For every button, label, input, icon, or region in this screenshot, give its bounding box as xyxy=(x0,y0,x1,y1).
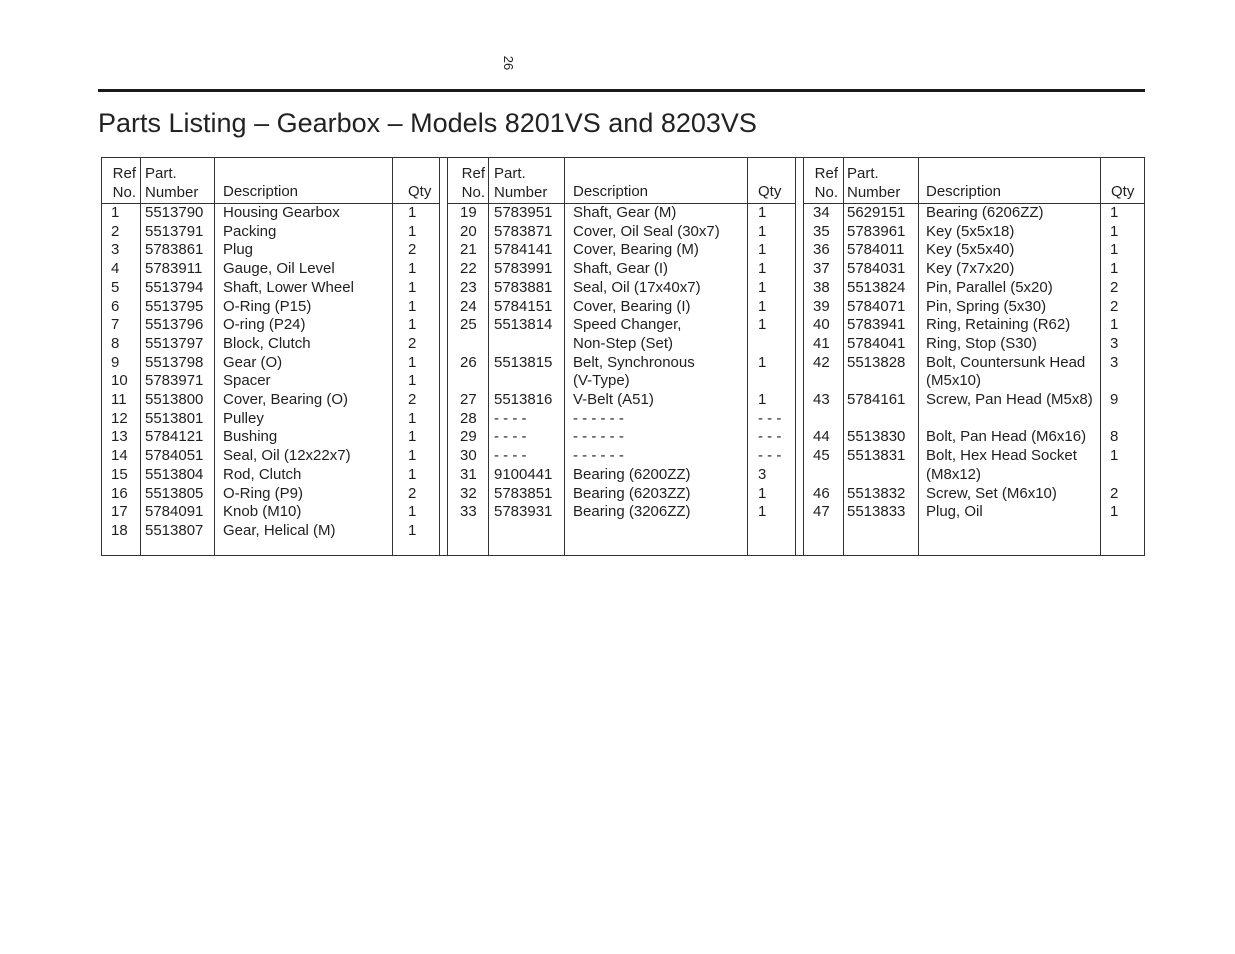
qty: 2 xyxy=(408,391,417,408)
description: Spacer xyxy=(223,372,271,390)
part-number: 5513794 xyxy=(145,278,204,296)
qty: 1 xyxy=(1110,316,1119,334)
part-number: 5783991 xyxy=(494,260,553,278)
description: Cover, Bearing (M) xyxy=(573,241,699,259)
part-number: 5783871 xyxy=(494,222,553,240)
column-divider xyxy=(214,158,215,555)
description: O-Ring (P9) xyxy=(223,484,304,502)
description: Cover, Bearing (O) xyxy=(223,391,349,408)
column-divider xyxy=(843,158,844,555)
qty: - - - xyxy=(758,447,782,465)
qty: - - - xyxy=(758,428,782,446)
qty: 1 xyxy=(758,241,767,259)
part-number: 5513798 xyxy=(145,353,204,371)
qty: 1 xyxy=(1110,204,1119,221)
ref-no: 18 xyxy=(111,521,128,539)
qty: 3 xyxy=(1110,334,1119,352)
header-ref-no: Ref No. xyxy=(814,165,838,201)
description: Bolt, Hex Head Socket (M8x12) xyxy=(926,447,1077,483)
ref-no: 7 xyxy=(111,316,120,334)
description: Bushing xyxy=(223,428,278,446)
part-number: 5513824 xyxy=(847,278,906,296)
description: Bearing (6206ZZ) xyxy=(926,204,1044,221)
column-divider xyxy=(564,158,565,555)
part-number: 5513797 xyxy=(145,334,204,352)
header-description: Description xyxy=(223,183,299,200)
ref-no: 34 xyxy=(813,204,830,221)
ref-no: 31 xyxy=(460,465,477,483)
header-qty: Qty xyxy=(758,183,782,200)
qty: 1 xyxy=(408,465,417,483)
part-number: 5513791 xyxy=(145,222,204,240)
description: Key (5x5x40) xyxy=(926,241,1015,259)
header-qty: Qty xyxy=(1111,183,1135,200)
page-title: Parts Listing – Gearbox – Models 8201VS and 8203VS xyxy=(98,108,757,138)
ref-no: 37 xyxy=(813,260,830,278)
qty: 2 xyxy=(1110,278,1119,296)
description: Block, Clutch xyxy=(223,334,311,352)
ref-no: 28 xyxy=(460,409,477,427)
description: Belt, Synchronous (V-Type) xyxy=(573,353,695,390)
part-number: 5513832 xyxy=(847,484,906,502)
description: Pulley xyxy=(223,409,264,427)
description: Bearing (6203ZZ) xyxy=(573,484,691,502)
description: Housing Gearbox xyxy=(223,204,340,221)
qty: 1 xyxy=(758,204,767,221)
ref-no: 42 xyxy=(813,353,830,371)
header-part-number: Part. Number xyxy=(145,165,199,201)
qty: 2 xyxy=(1110,484,1119,502)
ref-no: 20 xyxy=(460,222,477,240)
part-number: 5513801 xyxy=(145,409,204,427)
description: Cover, Oil Seal (30x7) xyxy=(573,222,720,240)
parts-table xyxy=(101,157,1145,556)
description: V-Belt (A51) xyxy=(573,391,654,408)
description: Shaft, Gear (M) xyxy=(573,204,677,221)
qty: 1 xyxy=(408,372,417,390)
ref-no: 26 xyxy=(460,353,477,371)
qty: 1 xyxy=(408,297,417,315)
description: Seal, Oil (12x22x7) xyxy=(223,447,351,465)
part-number: 5784071 xyxy=(847,297,906,315)
part-number: 5513815 xyxy=(494,353,553,371)
column-divider xyxy=(918,158,919,555)
ref-no: 45 xyxy=(813,447,830,465)
ref-no: 12 xyxy=(111,409,128,427)
part-number: 5513807 xyxy=(145,521,204,539)
ref-no: 16 xyxy=(111,484,128,502)
description: Bolt, Pan Head (M6x16) xyxy=(926,428,1087,446)
qty: 1 xyxy=(408,409,417,427)
description: Screw, Set (M6x10) xyxy=(926,484,1057,502)
column-divider xyxy=(392,158,393,555)
ref-no: 29 xyxy=(460,428,477,446)
ref-no: 15 xyxy=(111,465,128,483)
qty: 1 xyxy=(758,297,767,315)
qty: 1 xyxy=(758,316,767,334)
ref-no: 21 xyxy=(460,241,477,259)
header-ref-no: Ref No. xyxy=(112,165,136,201)
page-number: 26 xyxy=(501,55,516,71)
part-number: 9100441 xyxy=(494,465,553,483)
part-number: 5783941 xyxy=(847,316,906,334)
ref-no: 9 xyxy=(111,353,120,371)
description: Knob (M10) xyxy=(223,503,302,521)
qty: 1 xyxy=(758,222,767,240)
ref-no: 24 xyxy=(460,297,477,315)
part-number: 5513795 xyxy=(145,297,204,315)
description: Pin, Spring (5x30) xyxy=(926,297,1047,315)
part-number: 5513805 xyxy=(145,484,204,502)
description: Cover, Bearing (I) xyxy=(573,297,691,315)
part-number: 5513831 xyxy=(847,447,906,465)
qty: 3 xyxy=(758,465,767,483)
header-rule xyxy=(98,89,1145,92)
ref-no: 35 xyxy=(813,222,830,240)
ref-no: 3 xyxy=(111,241,120,259)
description: Shaft, Lower Wheel xyxy=(223,278,354,296)
qty: 1 xyxy=(1110,222,1119,240)
ref-no: 22 xyxy=(460,260,477,278)
part-number: 5784041 xyxy=(847,334,906,352)
column-divider xyxy=(447,158,448,555)
qty: 1 xyxy=(758,503,767,521)
description: Bolt, Countersunk Head (M5x10) xyxy=(926,353,1086,390)
qty: 1 xyxy=(408,521,417,539)
part-number: 5784161 xyxy=(847,391,906,408)
description: - - - - - - xyxy=(573,428,624,446)
description: Key (7x7x20) xyxy=(926,260,1015,278)
ref-no: 8 xyxy=(111,334,120,352)
ref-no: 41 xyxy=(813,334,830,352)
part-number: 5783971 xyxy=(145,372,204,390)
part-number: - - - - xyxy=(494,409,527,427)
qty: 1 xyxy=(1110,503,1119,521)
ref-no: 13 xyxy=(111,428,128,446)
header-part-number: Part. Number xyxy=(847,165,901,201)
description: Speed Changer, Non-Step (Set) xyxy=(573,316,682,352)
qty: 1 xyxy=(408,503,417,521)
header-ref-no: Ref No. xyxy=(461,165,485,201)
part-number: 5513804 xyxy=(145,465,204,483)
qty: 2 xyxy=(408,334,417,352)
qty: 1 xyxy=(408,278,417,296)
description: - - - - - - xyxy=(573,447,624,465)
ref-no: 44 xyxy=(813,428,830,446)
qty: 1 xyxy=(758,353,767,371)
part-number: 5784051 xyxy=(145,447,204,465)
ref-no: 46 xyxy=(813,484,830,502)
column-divider xyxy=(747,158,748,555)
ref-no: 39 xyxy=(813,297,830,315)
description: Key (5x5x18) xyxy=(926,222,1015,240)
part-number: 5783951 xyxy=(494,204,553,221)
column-divider xyxy=(1100,158,1101,555)
description: Packing xyxy=(223,222,277,240)
ref-no: 33 xyxy=(460,503,477,521)
description: Bearing (3206ZZ) xyxy=(573,503,691,521)
part-number: - - - - xyxy=(494,428,527,446)
ref-no: 36 xyxy=(813,241,830,259)
qty: 1 xyxy=(1110,260,1119,278)
ref-no: 47 xyxy=(813,503,830,521)
description: Screw, Pan Head (M5x8) xyxy=(926,391,1093,408)
part-number: 5784031 xyxy=(847,260,906,278)
part-number: 5513830 xyxy=(847,428,906,446)
qty: - - - xyxy=(758,409,782,427)
qty: 1 xyxy=(408,316,417,334)
qty: 1 xyxy=(1110,447,1119,465)
description: Shaft, Gear (I) xyxy=(573,260,669,278)
qty: 2 xyxy=(408,484,417,502)
description: Rod, Clutch xyxy=(223,465,302,483)
header-qty: Qty xyxy=(408,183,432,200)
column-divider xyxy=(488,158,489,555)
part-number: 5783961 xyxy=(847,222,906,240)
description: Gear (O) xyxy=(223,353,283,371)
part-number: 5513828 xyxy=(847,353,906,371)
ref-no: 25 xyxy=(460,316,477,334)
part-number: 5513800 xyxy=(145,391,204,408)
qty: 1 xyxy=(408,222,417,240)
part-number: 5629151 xyxy=(847,204,906,221)
ref-no: 19 xyxy=(460,204,477,221)
description: Gauge, Oil Level xyxy=(223,260,335,278)
ref-no: 32 xyxy=(460,484,477,502)
qty: 1 xyxy=(408,204,417,221)
ref-no: 43 xyxy=(813,391,830,408)
header-description: Description xyxy=(926,183,1002,200)
qty: 1 xyxy=(1110,241,1119,259)
qty: 9 xyxy=(1110,391,1119,408)
description: Gear, Helical (M) xyxy=(223,521,336,539)
part-number: 5783911 xyxy=(145,260,203,278)
qty: 1 xyxy=(408,447,417,465)
qty: 2 xyxy=(1110,297,1119,315)
qty: 1 xyxy=(408,260,417,278)
part-number: - - - - xyxy=(494,447,527,465)
part-number: 5783861 xyxy=(145,241,204,259)
ref-no: 23 xyxy=(460,278,477,296)
part-number: 5513816 xyxy=(494,391,553,408)
header-part-number: Part. Number xyxy=(494,165,548,201)
qty: 3 xyxy=(1110,353,1119,371)
part-number: 5513833 xyxy=(847,503,906,521)
part-number: 5513796 xyxy=(145,316,204,334)
part-number: 5513790 xyxy=(145,204,204,221)
ref-no: 38 xyxy=(813,278,830,296)
qty: 1 xyxy=(758,260,767,278)
header-description: Description xyxy=(573,183,649,200)
description: Ring, Stop (S30) xyxy=(926,334,1037,352)
ref-no: 1 xyxy=(111,204,120,221)
ref-no: 30 xyxy=(460,447,477,465)
part-number: 5784091 xyxy=(145,503,204,521)
column-divider xyxy=(439,158,440,555)
description: Bearing (6200ZZ) xyxy=(573,465,691,483)
qty: 2 xyxy=(408,241,417,259)
column-divider xyxy=(803,158,804,555)
description: Plug, Oil xyxy=(926,503,983,521)
qty: 1 xyxy=(758,278,767,296)
description: O-Ring (P15) xyxy=(223,297,312,315)
description: - - - - - - xyxy=(573,409,624,427)
ref-no: 2 xyxy=(111,222,120,240)
part-number: 5513814 xyxy=(494,316,553,334)
part-number: 5784121 xyxy=(145,428,204,446)
description: Seal, Oil (17x40x7) xyxy=(573,278,701,296)
qty: 1 xyxy=(408,428,417,446)
qty: 8 xyxy=(1110,428,1119,446)
part-number: 5784011 xyxy=(847,241,905,259)
ref-no: 11 xyxy=(111,391,127,408)
ref-no: 40 xyxy=(813,316,830,334)
qty: 1 xyxy=(758,484,767,502)
ref-no: 10 xyxy=(111,372,128,390)
part-number: 5783931 xyxy=(494,503,553,521)
description: Pin, Parallel (5x20) xyxy=(926,278,1053,296)
qty: 1 xyxy=(758,391,767,408)
ref-no: 17 xyxy=(111,503,128,521)
column-divider xyxy=(140,158,141,555)
part-number: 5783851 xyxy=(494,484,553,502)
ref-no: 5 xyxy=(111,278,120,296)
part-number: 5784151 xyxy=(494,297,553,315)
description: O-ring (P24) xyxy=(223,316,306,334)
ref-no: 14 xyxy=(111,447,128,465)
ref-no: 6 xyxy=(111,297,120,315)
part-number: 5784141 xyxy=(494,241,553,259)
description: Ring, Retaining (R62) xyxy=(926,316,1071,334)
ref-no: 27 xyxy=(460,391,477,408)
description: Plug xyxy=(223,241,254,259)
part-number: 5783881 xyxy=(494,278,553,296)
qty: 1 xyxy=(408,353,417,371)
column-divider xyxy=(795,158,796,555)
ref-no: 4 xyxy=(111,260,120,278)
